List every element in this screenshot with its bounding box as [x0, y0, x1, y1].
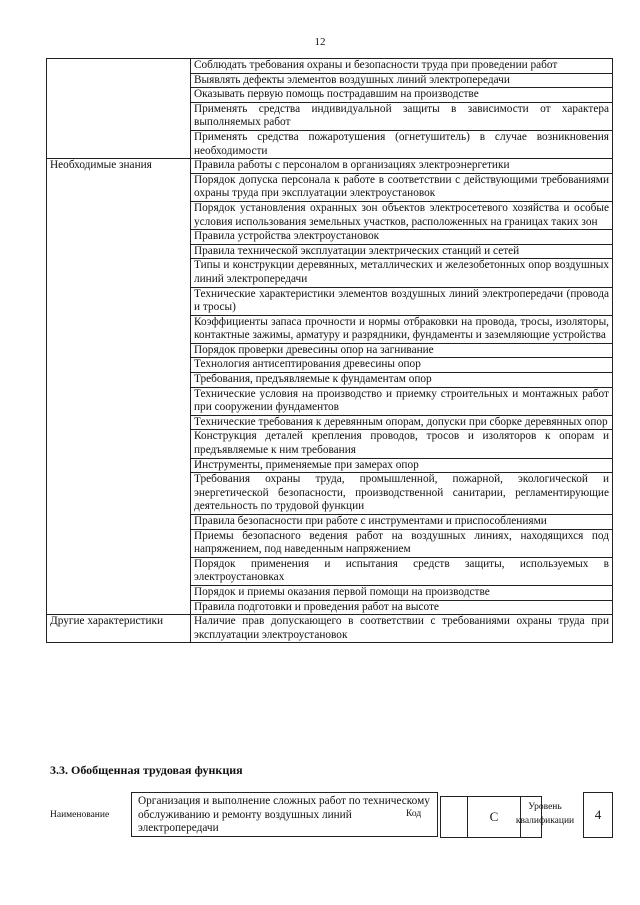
row-value: Выявлять дефекты элементов воздушных линий электропередачи	[191, 73, 613, 88]
table-row	[47, 615, 613, 643]
row-value: Типы и конструкции деревянных, металлических и железобетонных опор воздушных линий электропередачи	[191, 259, 613, 287]
row-value: Порядок проверки древесины опор на загнивание	[191, 343, 613, 358]
row-value: Соблюдать требования охраны и безопасности труда при проведении работ	[191, 59, 613, 74]
row-value: Порядок и приемы оказания первой помощи на производстве	[191, 585, 613, 600]
code-value: C	[467, 797, 521, 837]
requirements-table	[46, 58, 613, 643]
level-label	[510, 802, 580, 827]
row-value: Порядок установления охранных зон объектов электросетевого хозяйства и особые условия использования земельных участков, расположенных на границах таких зон	[191, 201, 613, 229]
name-label: Наименование	[50, 810, 110, 820]
function-name-box: Организация и выполнение сложных работ по техническому обслуживанию и ремонту воздушных линий электропередачи	[131, 792, 438, 837]
row-value: Коэффициенты запаса прочности и нормы отбраковки на провода, тросы, изоляторы, контактные зажимы, арматуру и разрядники, фундаменты и заземляющие устройства	[191, 315, 613, 343]
row-value: Оказывать первую помощь пострадавшим на производстве	[191, 88, 613, 103]
level-label-line1: Уровень	[528, 802, 562, 812]
qualification-level-box: 4	[583, 792, 613, 838]
row-value: Приемы безопасного ведения работ на воздушных линиях, находящихся под напряжением, под наведенным напряжением	[191, 529, 613, 557]
row-value: Правила технической эксплуатации электрических станций и сетей	[191, 244, 613, 259]
level-label-line2: квалификации	[515, 816, 575, 826]
row-value: Правила работы с персоналом в организациях электроэнергетики	[191, 159, 613, 174]
row-label: Другие характеристики	[47, 615, 191, 643]
row-label: Необходимые знания	[47, 159, 191, 615]
table-row	[47, 159, 613, 174]
row-value: Технические условия на производство и приемку строительных и монтажных работ при сооружении фундаментов	[191, 387, 613, 415]
row-value: Правила устройства электроустановок	[191, 230, 613, 245]
generalized-function-block	[50, 792, 613, 846]
row-value: Конструкция деталей крепления проводов, тросов и изоляторов к опорам и предъявляемые к ним требования	[191, 430, 613, 458]
row-label	[47, 59, 191, 159]
row-value: Правила безопасности при работе с инструментами и приспособлениями	[191, 515, 613, 530]
page-number: 12	[314, 36, 326, 48]
section-heading: 3.3. Обобщенная трудовая функция	[50, 763, 243, 777]
row-value: Применять средства индивидуальной защиты в зависимости от характера выполняемых работ	[191, 102, 613, 130]
row-value: Наличие прав допускающего в соответствии с требованиями охраны труда при эксплуатации электроустановок	[191, 615, 613, 643]
row-value: Порядок допуска персонала к работе в соответствии с действующими требованиями охраны труда при эксплуатации электроустановок	[191, 173, 613, 201]
row-value: Технические характеристики элементов воздушных линий электропередачи (провода и тросы)	[191, 287, 613, 315]
row-value: Инструменты, применяемые при замерах опор	[191, 458, 613, 473]
code-label: Код	[406, 809, 422, 819]
row-value: Требования охраны труда, промышленной, пожарной, экологической и энергетической безопасности, производственной санитарии, регламентирующие деятельность по трудовой функции	[191, 473, 613, 515]
row-value: Применять средства пожаротушения (огнетушитель) в случае возникновения необходимости	[191, 130, 613, 158]
row-value: Технические требования к деревянным опорам, допуски при сборке деревянных опор	[191, 415, 613, 430]
table-row	[47, 59, 613, 74]
row-value: Требования, предъявляемые к фундаментам опор	[191, 373, 613, 388]
row-value: Порядок применения и испытания средств защиты, используемых в электроустановках	[191, 557, 613, 585]
row-value: Правила подготовки и проведения работ на высоте	[191, 600, 613, 615]
row-value: Технология антисептирования древесины опор	[191, 358, 613, 373]
